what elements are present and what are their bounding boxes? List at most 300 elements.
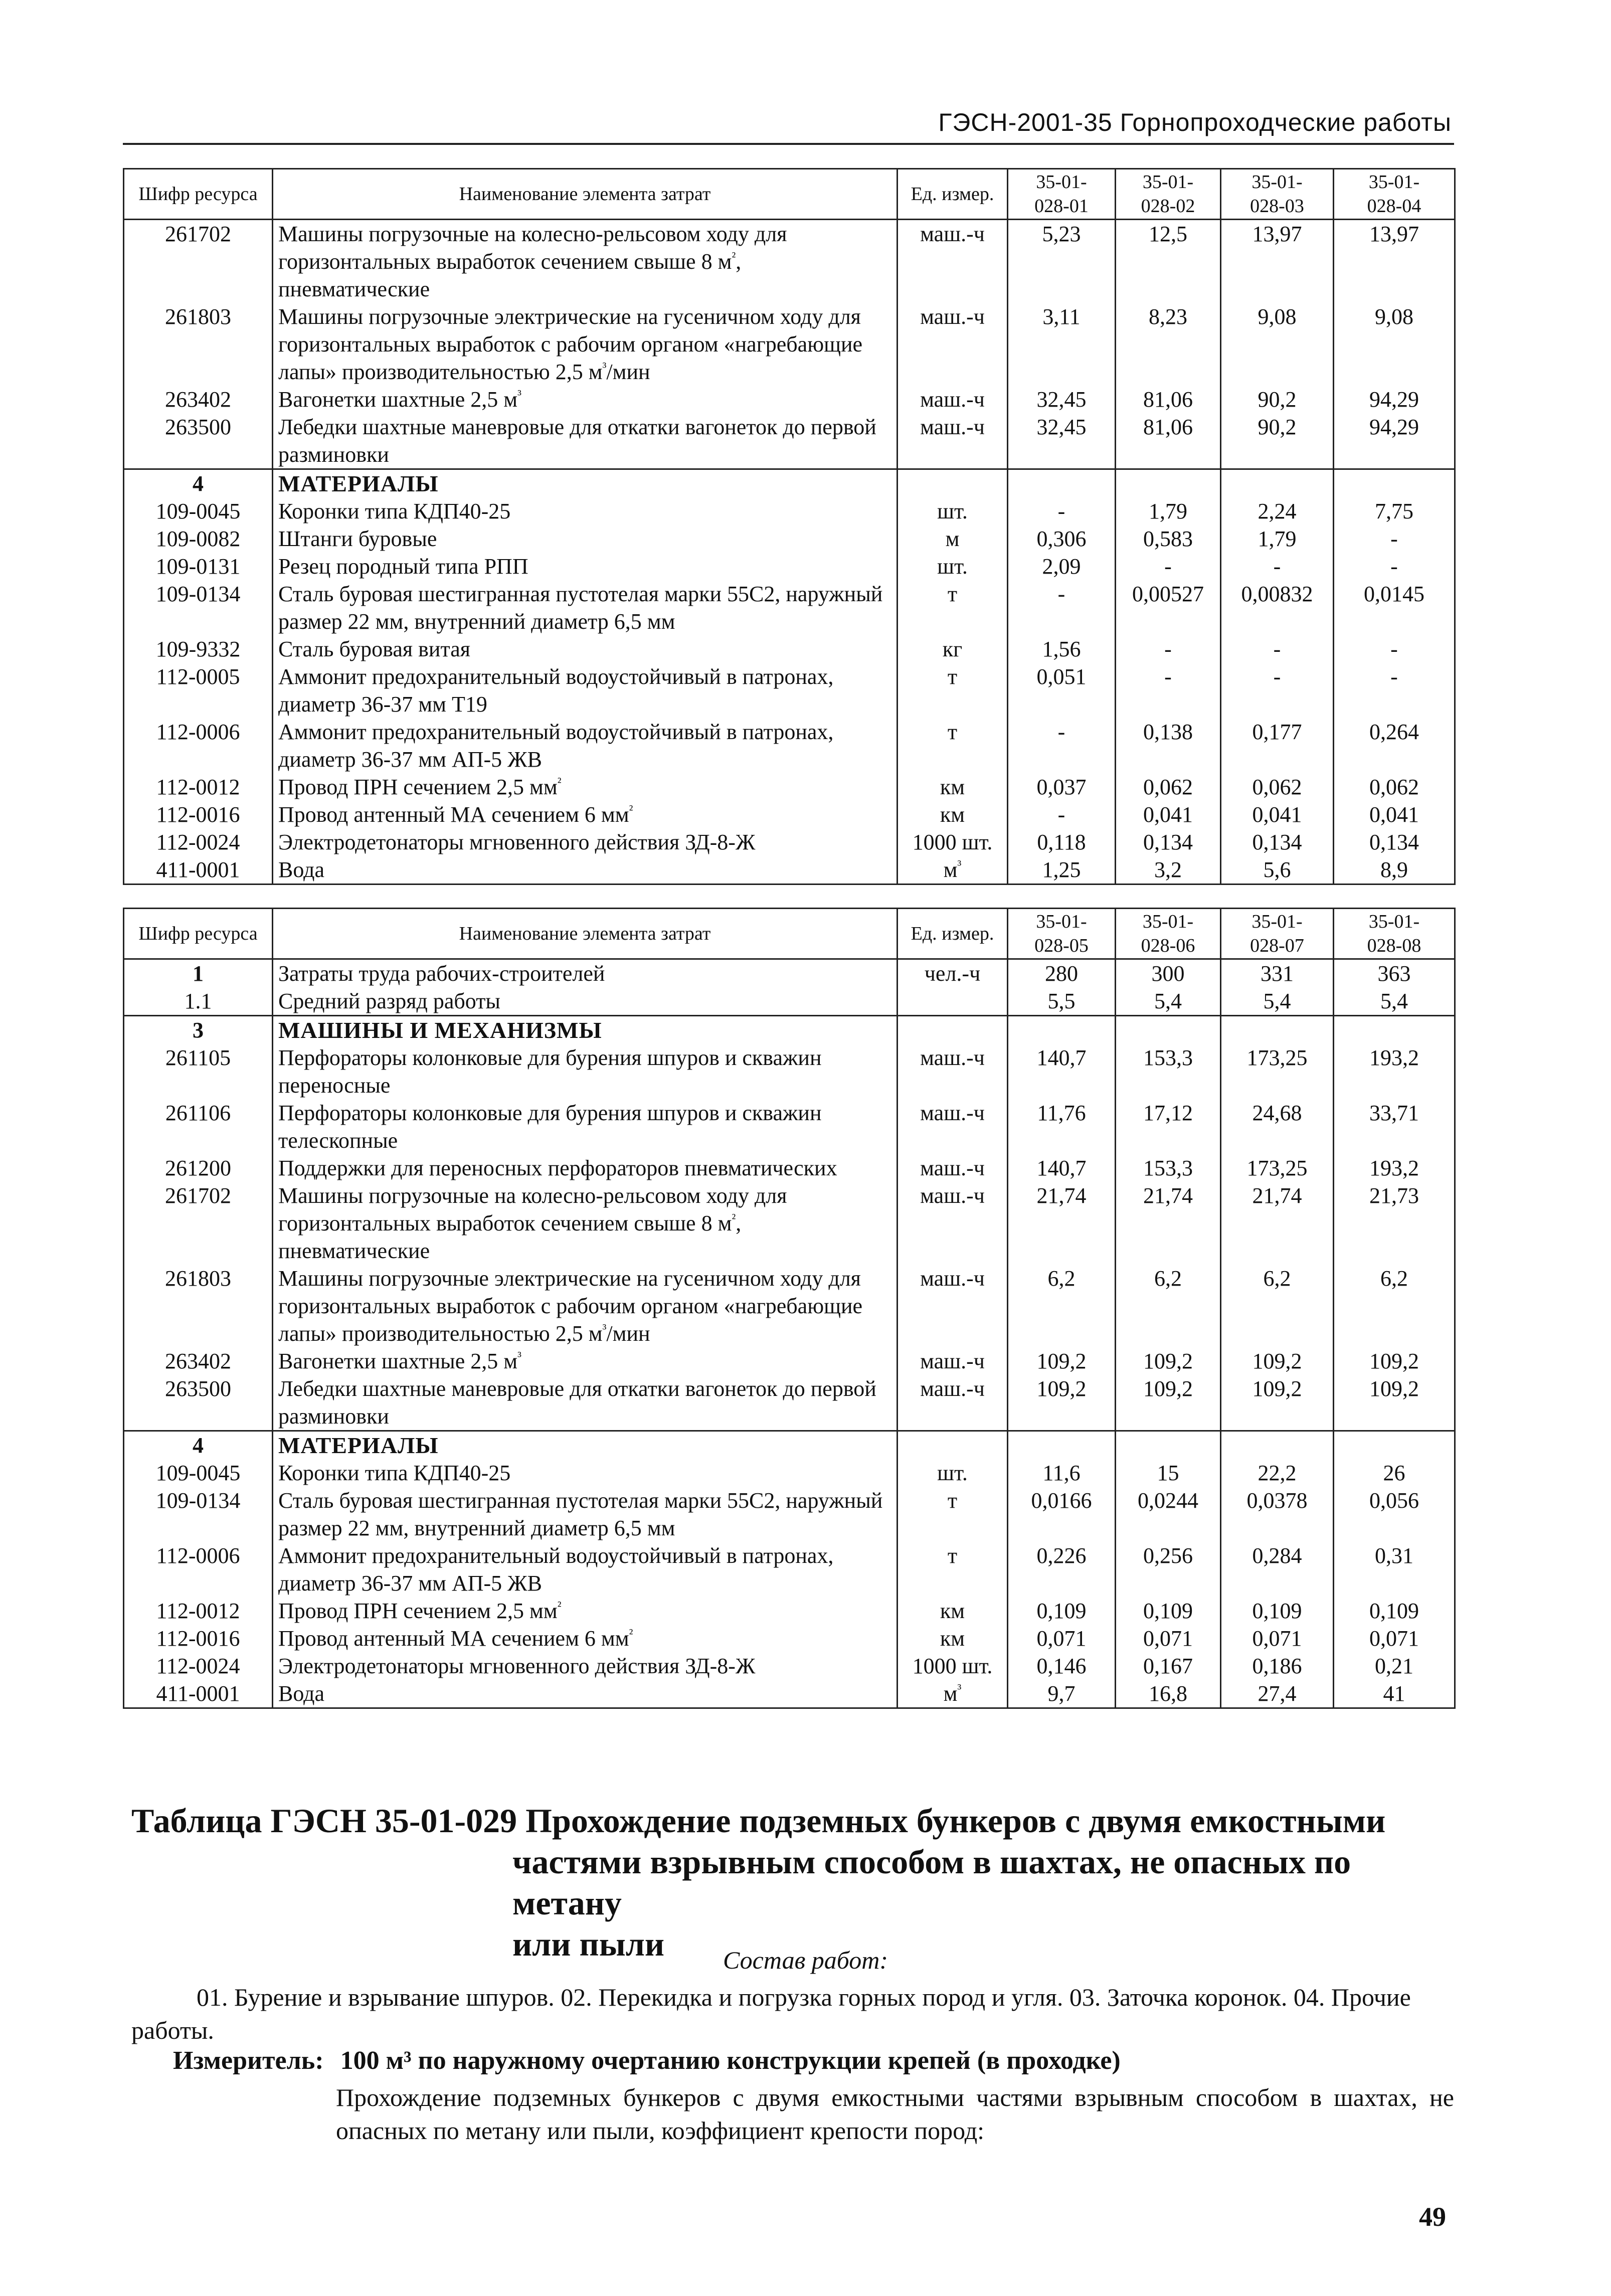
- resource-name: Вагонетки шахтные 2,5 $м^{^3}$: [273, 1347, 898, 1375]
- value-cell: -: [1334, 635, 1455, 663]
- value-cell: 1,79: [1116, 497, 1221, 525]
- resource-code: 109-0134: [124, 580, 273, 635]
- value-cell: 9,7: [1008, 1680, 1116, 1708]
- value-cell: -: [1334, 553, 1455, 580]
- value-cell: 0,109: [1008, 1597, 1116, 1625]
- value-cell: -: [1221, 663, 1334, 718]
- unit-cell: маш.-ч: [898, 1347, 1008, 1375]
- header-col-1: 35-01- 028-05: [1008, 909, 1116, 959]
- value-cell: [1116, 1431, 1221, 1460]
- value-cell: 33,71: [1334, 1099, 1455, 1154]
- value-cell: 1,79: [1221, 525, 1334, 553]
- section-row: [124, 469, 1455, 498]
- resource-name: Лебедки шахтные маневровые для откатки вагонеток до первой разминовки: [273, 413, 898, 469]
- value-cell: 0,0145: [1334, 580, 1455, 635]
- table-title-line-3: или пыли: [512, 1925, 665, 1963]
- value-cell: 6,2: [1008, 1265, 1116, 1347]
- header-unit: Ед. измер.: [898, 169, 1008, 220]
- value-cell: 0,051: [1008, 663, 1116, 718]
- value-cell: 24,68: [1221, 1099, 1334, 1154]
- table-row: [124, 1487, 1455, 1542]
- value-cell: 0,186: [1221, 1652, 1334, 1680]
- page-number: 49: [1419, 2202, 1446, 2232]
- value-cell: 0,138: [1116, 718, 1221, 773]
- header-col-1: 35-01- 028-01: [1008, 169, 1116, 220]
- unit-cell: маш.-ч: [898, 220, 1008, 303]
- resource-table-1: [123, 168, 1456, 885]
- value-cell: 0,134: [1116, 828, 1221, 856]
- table-title-line-2: частями взрывным способом в шахтах, не опасных по метану: [512, 1843, 1351, 1922]
- unit-cell: маш.-ч: [898, 1044, 1008, 1099]
- resource-code: 112-0005: [124, 663, 273, 718]
- value-cell: 5,5: [1008, 987, 1116, 1016]
- works-text: 01. Бурение и взрывание шпуров. 02. Перекидка и погрузка горных пород и угля. 03. Заточка коронок. 04. Прочие работы.: [131, 1983, 1411, 2044]
- resource-code: 112-0006: [124, 1542, 273, 1597]
- value-cell: 11,6: [1008, 1459, 1116, 1487]
- unit-cell: маш.-ч: [898, 1265, 1008, 1347]
- table-row: [124, 1182, 1455, 1265]
- resource-code: 109-0045: [124, 497, 273, 525]
- value-cell: 2,24: [1221, 497, 1334, 525]
- section-label: МАТЕРИАЛЫ: [273, 1431, 898, 1460]
- value-cell: 0,071: [1221, 1625, 1334, 1652]
- value-cell: 0,256: [1116, 1542, 1221, 1597]
- resource-name: Сталь буровая шестигранная пустотелая марки 55С2, наружный размер 22 мм, внутренний диаметр 6,5 мм: [273, 580, 898, 635]
- resource-code: 109-0045: [124, 1459, 273, 1487]
- value-cell: 0,062: [1116, 773, 1221, 801]
- value-cell: 12,5: [1116, 220, 1221, 303]
- value-cell: 0,071: [1116, 1625, 1221, 1652]
- value-cell: [1334, 1016, 1455, 1044]
- value-cell: 0,062: [1334, 773, 1455, 801]
- header-col-2: 35-01- 028-02: [1116, 169, 1221, 220]
- header-col-4: 35-01- 028-04: [1334, 169, 1455, 220]
- unit-cell: маш.-ч: [898, 1099, 1008, 1154]
- section-row: [124, 1016, 1455, 1044]
- unit-cell: т: [898, 580, 1008, 635]
- unit-cell: шт.: [898, 497, 1008, 525]
- section-label: МАТЕРИАЛЫ: [273, 469, 898, 498]
- value-cell: 0,146: [1008, 1652, 1116, 1680]
- resource-name: Машины погрузочные на колесно-рельсовом ходу для горизонтальных выработок сечением свыше 8 $м^{^2}$, пневматические: [273, 220, 898, 303]
- unit-cell: маш.-ч: [898, 413, 1008, 469]
- value-cell: 1,56: [1008, 635, 1116, 663]
- value-cell: [1116, 1016, 1221, 1044]
- value-cell: -: [1116, 553, 1221, 580]
- resource-name: Аммонит предохранительный водоустойчивый в патронах, диаметр 36-37 мм АП-5 ЖВ: [273, 718, 898, 773]
- value-cell: [1221, 469, 1334, 498]
- value-cell: 153,3: [1116, 1044, 1221, 1099]
- section-label: МАШИНЫ И МЕХАНИЗМЫ: [273, 1016, 898, 1044]
- value-cell: 0,109: [1116, 1597, 1221, 1625]
- table-row: [124, 413, 1455, 469]
- unit-cell: маш.-ч: [898, 1154, 1008, 1182]
- header-col-3: 35-01- 028-03: [1221, 169, 1334, 220]
- resource-code: 261803: [124, 303, 273, 386]
- table-row: [124, 987, 1455, 1016]
- unit-cell: маш.-ч: [898, 1182, 1008, 1265]
- resource-code: 411-0001: [124, 856, 273, 885]
- unit-cell: т: [898, 718, 1008, 773]
- value-cell: 193,2: [1334, 1154, 1455, 1182]
- unit-cell: т: [898, 663, 1008, 718]
- table-row: [124, 497, 1455, 525]
- value-cell: 109,2: [1116, 1347, 1221, 1375]
- resource-name: Лебедки шахтные маневровые для откатки вагонеток до первой разминовки: [273, 1375, 898, 1431]
- value-cell: 0,037: [1008, 773, 1116, 801]
- resource-code: 1: [124, 959, 273, 988]
- value-cell: 94,29: [1334, 413, 1455, 469]
- resource-code: 261105: [124, 1044, 273, 1099]
- value-cell: [1116, 469, 1221, 498]
- value-cell: 280: [1008, 959, 1116, 988]
- value-cell: 32,45: [1008, 386, 1116, 413]
- measure-label: Измеритель:: [173, 2046, 324, 2075]
- resource-name: Затраты труда рабочих-строителей: [273, 959, 898, 988]
- value-cell: 331: [1221, 959, 1334, 988]
- value-cell: 8,9: [1334, 856, 1455, 885]
- table-row: [124, 828, 1455, 856]
- value-cell: 0,226: [1008, 1542, 1116, 1597]
- resource-code: 109-0131: [124, 553, 273, 580]
- resource-name: Сталь буровая витая: [273, 635, 898, 663]
- value-cell: 11,76: [1008, 1099, 1116, 1154]
- header-code: Шифр ресурса: [124, 169, 273, 220]
- resource-name: Провод антенный МА сечением 6 $мм^{^2}$: [273, 801, 898, 828]
- value-cell: 16,8: [1116, 1680, 1221, 1708]
- value-cell: -: [1008, 497, 1116, 525]
- unit-cell: 1000 шт.: [898, 1652, 1008, 1680]
- resource-name: Электродетонаторы мгновенного действия ЗД-8-Ж: [273, 828, 898, 856]
- table-row: [124, 1347, 1455, 1375]
- value-cell: 5,4: [1221, 987, 1334, 1016]
- value-cell: 109,2: [1334, 1347, 1455, 1375]
- value-cell: 140,7: [1008, 1154, 1116, 1182]
- description-text: Прохождение подземных бункеров с двумя емкостными частями взрывным способом в шахтах, не опасных по метану или пыли, коэффициент крепости пород:: [336, 2083, 1454, 2145]
- value-cell: 0,056: [1334, 1487, 1455, 1542]
- value-cell: 90,2: [1221, 413, 1334, 469]
- table-row: [124, 1044, 1455, 1099]
- value-cell: 0,306: [1008, 525, 1116, 553]
- value-cell: 2,09: [1008, 553, 1116, 580]
- value-cell: 0,041: [1221, 801, 1334, 828]
- unit-cell: км: [898, 801, 1008, 828]
- value-cell: 17,12: [1116, 1099, 1221, 1154]
- value-cell: 0,177: [1221, 718, 1334, 773]
- measure-value: 100 м³ по наружному очертанию конструкции крепей (в проходке): [340, 2046, 1121, 2075]
- value-cell: 5,23: [1008, 220, 1116, 303]
- table-row: [124, 1154, 1455, 1182]
- value-cell: -: [1116, 663, 1221, 718]
- unit-cell: [898, 1431, 1008, 1460]
- resource-name: Поддержки для переносных перфораторов пневматических: [273, 1154, 898, 1182]
- value-cell: 26: [1334, 1459, 1455, 1487]
- resource-code: 112-0016: [124, 801, 273, 828]
- value-cell: 109,2: [1116, 1375, 1221, 1431]
- value-cell: 0,0166: [1008, 1487, 1116, 1542]
- value-cell: 21,73: [1334, 1182, 1455, 1265]
- table-row: [124, 580, 1455, 635]
- value-cell: 22,2: [1221, 1459, 1334, 1487]
- unit-cell: т: [898, 1487, 1008, 1542]
- unit-cell: м: [898, 525, 1008, 553]
- resource-code: 263402: [124, 1347, 273, 1375]
- resource-name: Резец породный типа РПП: [273, 553, 898, 580]
- measure-line: [173, 2046, 1457, 2075]
- resource-code: 263500: [124, 413, 273, 469]
- resource-code: 112-0024: [124, 828, 273, 856]
- value-cell: 9,08: [1334, 303, 1455, 386]
- header-name: Наименование элемента затрат: [273, 169, 898, 220]
- value-cell: 0,264: [1334, 718, 1455, 773]
- value-cell: 0,583: [1116, 525, 1221, 553]
- resource-name: Машины погрузочные электрические на гусеничном ходу для горизонтальных выработок с рабочим органом «нагребающие лапы» производительностью 2,5 $м^{^3}$/мин: [273, 303, 898, 386]
- value-cell: [1334, 469, 1455, 498]
- unit-cell: маш.-ч: [898, 1375, 1008, 1431]
- value-cell: 6,2: [1116, 1265, 1221, 1347]
- value-cell: 5,4: [1116, 987, 1221, 1016]
- value-cell: 0,21: [1334, 1652, 1455, 1680]
- value-cell: 90,2: [1221, 386, 1334, 413]
- resource-name: Машины погрузочные электрические на гусеничном ходу для горизонтальных выработок с рабочим органом «нагребающие лапы» производительностью 2,5 $м^{^3}$/мин: [273, 1265, 898, 1347]
- header-code: Шифр ресурса: [124, 909, 273, 959]
- value-cell: 0,00527: [1116, 580, 1221, 635]
- table-row: [124, 773, 1455, 801]
- table-row: [124, 386, 1455, 413]
- resource-name: Провод ПРН сечением 2,5 $мм^{^2}$: [273, 773, 898, 801]
- header-col-2: 35-01- 028-06: [1116, 909, 1221, 959]
- resource-code: 109-9332: [124, 635, 273, 663]
- resource-code: 112-0006: [124, 718, 273, 773]
- value-cell: 5,6: [1221, 856, 1334, 885]
- resource-code: 261803: [124, 1265, 273, 1347]
- unit-cell: т: [898, 1542, 1008, 1597]
- value-cell: -: [1221, 553, 1334, 580]
- header-name: Наименование элемента затрат: [273, 909, 898, 959]
- value-cell: 0,167: [1116, 1652, 1221, 1680]
- value-cell: 0,134: [1334, 828, 1455, 856]
- unit-cell: [898, 987, 1008, 1016]
- value-cell: 41: [1334, 1680, 1455, 1708]
- resource-code: 3: [124, 1016, 273, 1044]
- unit-cell: шт.: [898, 1459, 1008, 1487]
- resource-name: Провод ПРН сечением 2,5 $мм^{^2}$: [273, 1597, 898, 1625]
- resource-code: 112-0012: [124, 1597, 273, 1625]
- unit-cell: $м^{^3}$: [898, 1680, 1008, 1708]
- unit-cell: км: [898, 773, 1008, 801]
- value-cell: 7,75: [1334, 497, 1455, 525]
- unit-cell: кг: [898, 635, 1008, 663]
- table-row: [124, 959, 1455, 988]
- resource-name: Машины погрузочные на колесно-рельсовом ходу для горизонтальных выработок сечением свыше 8 $м^{^2}$, пневматические: [273, 1182, 898, 1265]
- value-cell: 0,00832: [1221, 580, 1334, 635]
- value-cell: 363: [1334, 959, 1455, 988]
- value-cell: 109,2: [1221, 1347, 1334, 1375]
- value-cell: -: [1221, 635, 1334, 663]
- table-row: [124, 1099, 1455, 1154]
- table-row: [124, 1265, 1455, 1347]
- value-cell: 0,284: [1221, 1542, 1334, 1597]
- value-cell: 9,08: [1221, 303, 1334, 386]
- table-header-row: [124, 909, 1455, 959]
- unit-cell: $м^{^3}$: [898, 856, 1008, 885]
- resource-name: Средний разряд работы: [273, 987, 898, 1016]
- resource-code: 112-0012: [124, 773, 273, 801]
- value-cell: 21,74: [1008, 1182, 1116, 1265]
- value-cell: 0,134: [1221, 828, 1334, 856]
- value-cell: 5,4: [1334, 987, 1455, 1016]
- value-cell: 81,06: [1116, 413, 1221, 469]
- table-row: [124, 801, 1455, 828]
- value-cell: 32,45: [1008, 413, 1116, 469]
- resource-code: 112-0016: [124, 1625, 273, 1652]
- resource-code: 1.1: [124, 987, 273, 1016]
- resource-name: Электродетонаторы мгновенного действия ЗД-8-Ж: [273, 1652, 898, 1680]
- resource-code: 411-0001: [124, 1680, 273, 1708]
- resource-name: Перфораторы колонковые для бурения шпуров и скважин телескопные: [273, 1099, 898, 1154]
- table-row: [124, 635, 1455, 663]
- header-unit: Ед. измер.: [898, 909, 1008, 959]
- value-cell: 3,2: [1116, 856, 1221, 885]
- unit-cell: км: [898, 1597, 1008, 1625]
- value-cell: 21,74: [1116, 1182, 1221, 1265]
- unit-cell: км: [898, 1625, 1008, 1652]
- value-cell: [1008, 1431, 1116, 1460]
- value-cell: 0,071: [1334, 1625, 1455, 1652]
- table-row: [124, 1652, 1455, 1680]
- table-row: [124, 1542, 1455, 1597]
- value-cell: 109,2: [1221, 1375, 1334, 1431]
- resource-code: 263402: [124, 386, 273, 413]
- value-cell: 0,041: [1334, 801, 1455, 828]
- resource-code: 261106: [124, 1099, 273, 1154]
- value-cell: 94,29: [1334, 386, 1455, 413]
- resource-name: Коронки типа КДП40-25: [273, 497, 898, 525]
- works-heading: Состав работ:: [723, 1946, 888, 1974]
- value-cell: 15: [1116, 1459, 1221, 1487]
- value-cell: 21,74: [1221, 1182, 1334, 1265]
- table-title-line-1: Таблица ГЭСН 35-01-029 Прохождение подземных бункеров с двумя емкостными: [131, 1802, 1386, 1840]
- value-cell: 13,97: [1334, 220, 1455, 303]
- table-header-row: [124, 169, 1455, 220]
- unit-cell: [898, 1016, 1008, 1044]
- resource-code: 4: [124, 1431, 273, 1460]
- table-row: [124, 663, 1455, 718]
- running-header: ГЭСН-2001-35 Горнопроходческие работы: [938, 108, 1452, 136]
- value-cell: 81,06: [1116, 386, 1221, 413]
- resource-code: 261702: [124, 1182, 273, 1265]
- value-cell: [1008, 469, 1116, 498]
- table-title: [131, 1800, 1455, 1965]
- table-row: [124, 718, 1455, 773]
- resource-code: 4: [124, 469, 273, 498]
- value-cell: 109,2: [1008, 1375, 1116, 1431]
- table-row: [124, 1375, 1455, 1431]
- value-cell: 300: [1116, 959, 1221, 988]
- value-cell: 0,062: [1221, 773, 1334, 801]
- resource-name: Провод антенный МА сечением 6 $мм^{^2}$: [273, 1625, 898, 1652]
- resource-name: Коронки типа КДП40-25: [273, 1459, 898, 1487]
- table-row: [124, 856, 1455, 885]
- value-cell: 6,2: [1334, 1265, 1455, 1347]
- value-cell: 0,109: [1334, 1597, 1455, 1625]
- value-cell: 0,118: [1008, 828, 1116, 856]
- value-cell: 173,25: [1221, 1154, 1334, 1182]
- resource-name: Сталь буровая шестигранная пустотелая марки 55С2, наружный размер 22 мм, внутренний диаметр 6,5 мм: [273, 1487, 898, 1542]
- unit-cell: [898, 469, 1008, 498]
- value-cell: 109,2: [1008, 1347, 1116, 1375]
- resource-code: 112-0024: [124, 1652, 273, 1680]
- value-cell: -: [1008, 718, 1116, 773]
- value-cell: -: [1008, 580, 1116, 635]
- value-cell: 3,11: [1008, 303, 1116, 386]
- table-row: [124, 1680, 1455, 1708]
- unit-cell: маш.-ч: [898, 303, 1008, 386]
- value-cell: -: [1008, 801, 1116, 828]
- unit-cell: шт.: [898, 553, 1008, 580]
- value-cell: 0,041: [1116, 801, 1221, 828]
- resource-name: Вода: [273, 856, 898, 885]
- value-cell: [1334, 1431, 1455, 1460]
- unit-cell: 1000 шт.: [898, 828, 1008, 856]
- resource-name: Вода: [273, 1680, 898, 1708]
- resource-table-2: [123, 908, 1456, 1709]
- resource-name: Перфораторы колонковые для бурения шпуров и скважин переносные: [273, 1044, 898, 1099]
- value-cell: -: [1334, 525, 1455, 553]
- table-row: [124, 220, 1455, 303]
- value-cell: 0,071: [1008, 1625, 1116, 1652]
- header-col-3: 35-01- 028-07: [1221, 909, 1334, 959]
- value-cell: [1008, 1016, 1116, 1044]
- value-cell: [1221, 1016, 1334, 1044]
- resource-name: Аммонит предохранительный водоустойчивый в патронах, диаметр 36-37 мм АП-5 ЖВ: [273, 1542, 898, 1597]
- table-row: [124, 1625, 1455, 1652]
- value-cell: -: [1334, 663, 1455, 718]
- section-row: [124, 1431, 1455, 1460]
- value-cell: 0,109: [1221, 1597, 1334, 1625]
- resource-name: Аммонит предохранительный водоустойчивый в патронах, диаметр 36-37 мм Т19: [273, 663, 898, 718]
- table-row: [124, 553, 1455, 580]
- value-cell: 109,2: [1334, 1375, 1455, 1431]
- value-cell: 140,7: [1008, 1044, 1116, 1099]
- resource-code: 109-0134: [124, 1487, 273, 1542]
- table-row: [124, 1597, 1455, 1625]
- value-cell: 153,3: [1116, 1154, 1221, 1182]
- unit-cell: маш.-ч: [898, 386, 1008, 413]
- value-cell: 173,25: [1221, 1044, 1334, 1099]
- resource-code: 261702: [124, 220, 273, 303]
- resource-code: 263500: [124, 1375, 273, 1431]
- table-row: [124, 1459, 1455, 1487]
- value-cell: [1221, 1431, 1334, 1460]
- resource-code: 261200: [124, 1154, 273, 1182]
- value-cell: 6,2: [1221, 1265, 1334, 1347]
- value-cell: -: [1116, 635, 1221, 663]
- value-cell: 8,23: [1116, 303, 1221, 386]
- resource-code: 109-0082: [124, 525, 273, 553]
- table-row: [124, 303, 1455, 386]
- value-cell: 0,0244: [1116, 1487, 1221, 1542]
- value-cell: 1,25: [1008, 856, 1116, 885]
- table-row: [124, 525, 1455, 553]
- unit-cell: чел.-ч: [898, 959, 1008, 988]
- value-cell: 193,2: [1334, 1044, 1455, 1099]
- value-cell: 0,0378: [1221, 1487, 1334, 1542]
- value-cell: 13,97: [1221, 220, 1334, 303]
- value-cell: 0,31: [1334, 1542, 1455, 1597]
- value-cell: 27,4: [1221, 1680, 1334, 1708]
- resource-name: Вагонетки шахтные 2,5 $м^{^3}$: [273, 386, 898, 413]
